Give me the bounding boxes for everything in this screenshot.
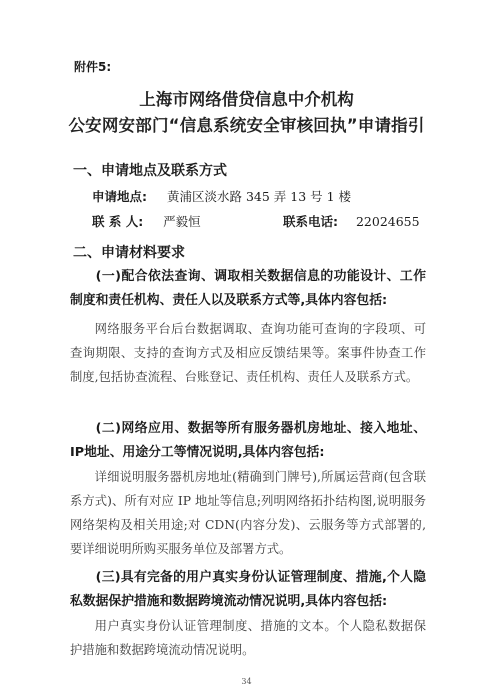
document-title-line-2: 公安网安部门“信息系统安全审核回执”申请指引	[68, 116, 425, 135]
page-number: 34	[241, 677, 252, 686]
phone-row	[283, 212, 420, 230]
item-3-body: 用户真实身份认证管理制度、措施的文本。个人隐私数据保护措施和数据跨境流动情况说明。	[70, 619, 426, 657]
address-label: 申请地点:	[92, 189, 147, 204]
section-1-heading: 一、申请地点及联系方式	[73, 163, 227, 179]
item-1-title: (一)配合依法查询、调取相关数据信息的功能设计、工作制度和责任机构、责任人以及联系方式等,具体内容包括:	[70, 269, 426, 308]
item-2-title: (二)网络应用、数据等所有服务器机房地址、接入地址、IP地址、用途分工等情况说明,具体内容包括:	[70, 421, 426, 460]
section-2-heading: 二、申请材料要求	[73, 245, 185, 261]
item-2-body: 详细说明服务器机房地址(精确到门牌号),所属运营商(包含联系方式)、所有对应 IP 地址等信息;列明网络拓扑结构图,说明服务网络架构及相关用途;对 CDN(内容分发)、云服务等方式部署的,要详细说明所购买服务单位及部署方式。	[70, 470, 426, 556]
phone-label: 联系电话:	[283, 214, 338, 229]
document-title-line-1: 上海市网络借贷信息中介机构	[139, 90, 354, 109]
item-1-body: 网络服务平台后台数据调取、查询功能可查询的字段项、可查询期限、支持的查询方式及相应反馈结果等。案事件协查工作制度,包括协查流程、台账登记、责任机构、责任人及联系方式。	[70, 322, 426, 384]
contact-value: 严毅恒	[163, 214, 201, 229]
address-row	[92, 187, 351, 205]
contact-row	[92, 212, 201, 230]
attachment-label: 附件5:	[74, 60, 112, 74]
address-value: 黄浦区淡水路 345 弄 13 号 1 楼	[166, 189, 352, 204]
phone-value: 22024655	[355, 214, 420, 229]
contact-label: 联 系 人:	[92, 214, 144, 229]
item-3-title: (三)具有完备的用户真实身份认证管理制度、措施,个人隐私数据保护措施和数据跨境流动情况说明,具体内容包括:	[70, 570, 426, 609]
